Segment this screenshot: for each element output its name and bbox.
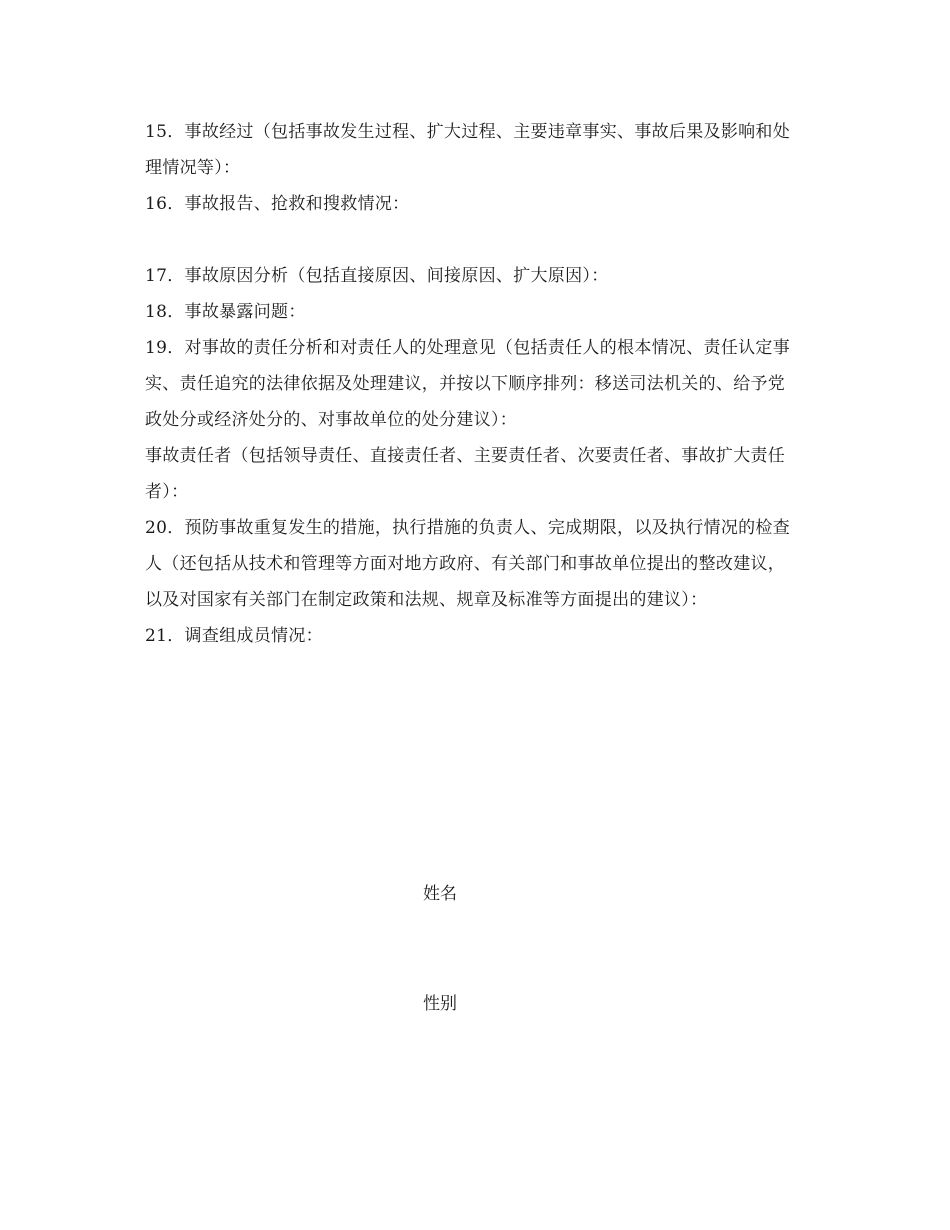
paragraph-accident-process: 15．事故经过（包括事故发生过程、扩大过程、主要违章事实、事故后果及影响和处理情况等）： <box>145 122 791 178</box>
document-body <box>145 114 800 654</box>
paragraph-report-rescue: 16．事故报告、抢救和搜救情况： <box>145 194 410 214</box>
member-table-gender-label: 性别 <box>423 994 457 1014</box>
paragraph-investigation-members: 21．调查组成员情况： <box>145 626 323 646</box>
paragraph-prevention-measures: 20．预防事故重复发生的措施，执行措施的负责人、完成期限，以及执行情况的检查人（还包括从技术和管理等方面对地方政府、有关部门和事故单位提出的整改建议，以及对国家有关部门在制定政策和法规、规章及标准等方面提出的建议）： <box>145 518 791 610</box>
member-table-name-label: 姓名 <box>423 884 457 904</box>
paragraph-cause-analysis: 17．事故原因分析（包括直接原因、间接原因、扩大原因）： <box>145 266 609 286</box>
paragraph-exposed-problems: 18．事故暴露问题： <box>145 302 306 322</box>
paragraph-responsible-persons: 事故责任者（包括领导责任、直接责任者、主要责任者、次要责任者、事故扩大责任者）： <box>145 446 786 502</box>
paragraph-responsibility-analysis: 19．对事故的责任分析和对责任人的处理意见（包括责任人的根本情况、责任认定事实、责任追究的法律依据及处理建议，并按以下顺序排列：移送司法机关的、给予党政处分或经济处分的、对事故单位的处分建议）： <box>145 338 791 430</box>
